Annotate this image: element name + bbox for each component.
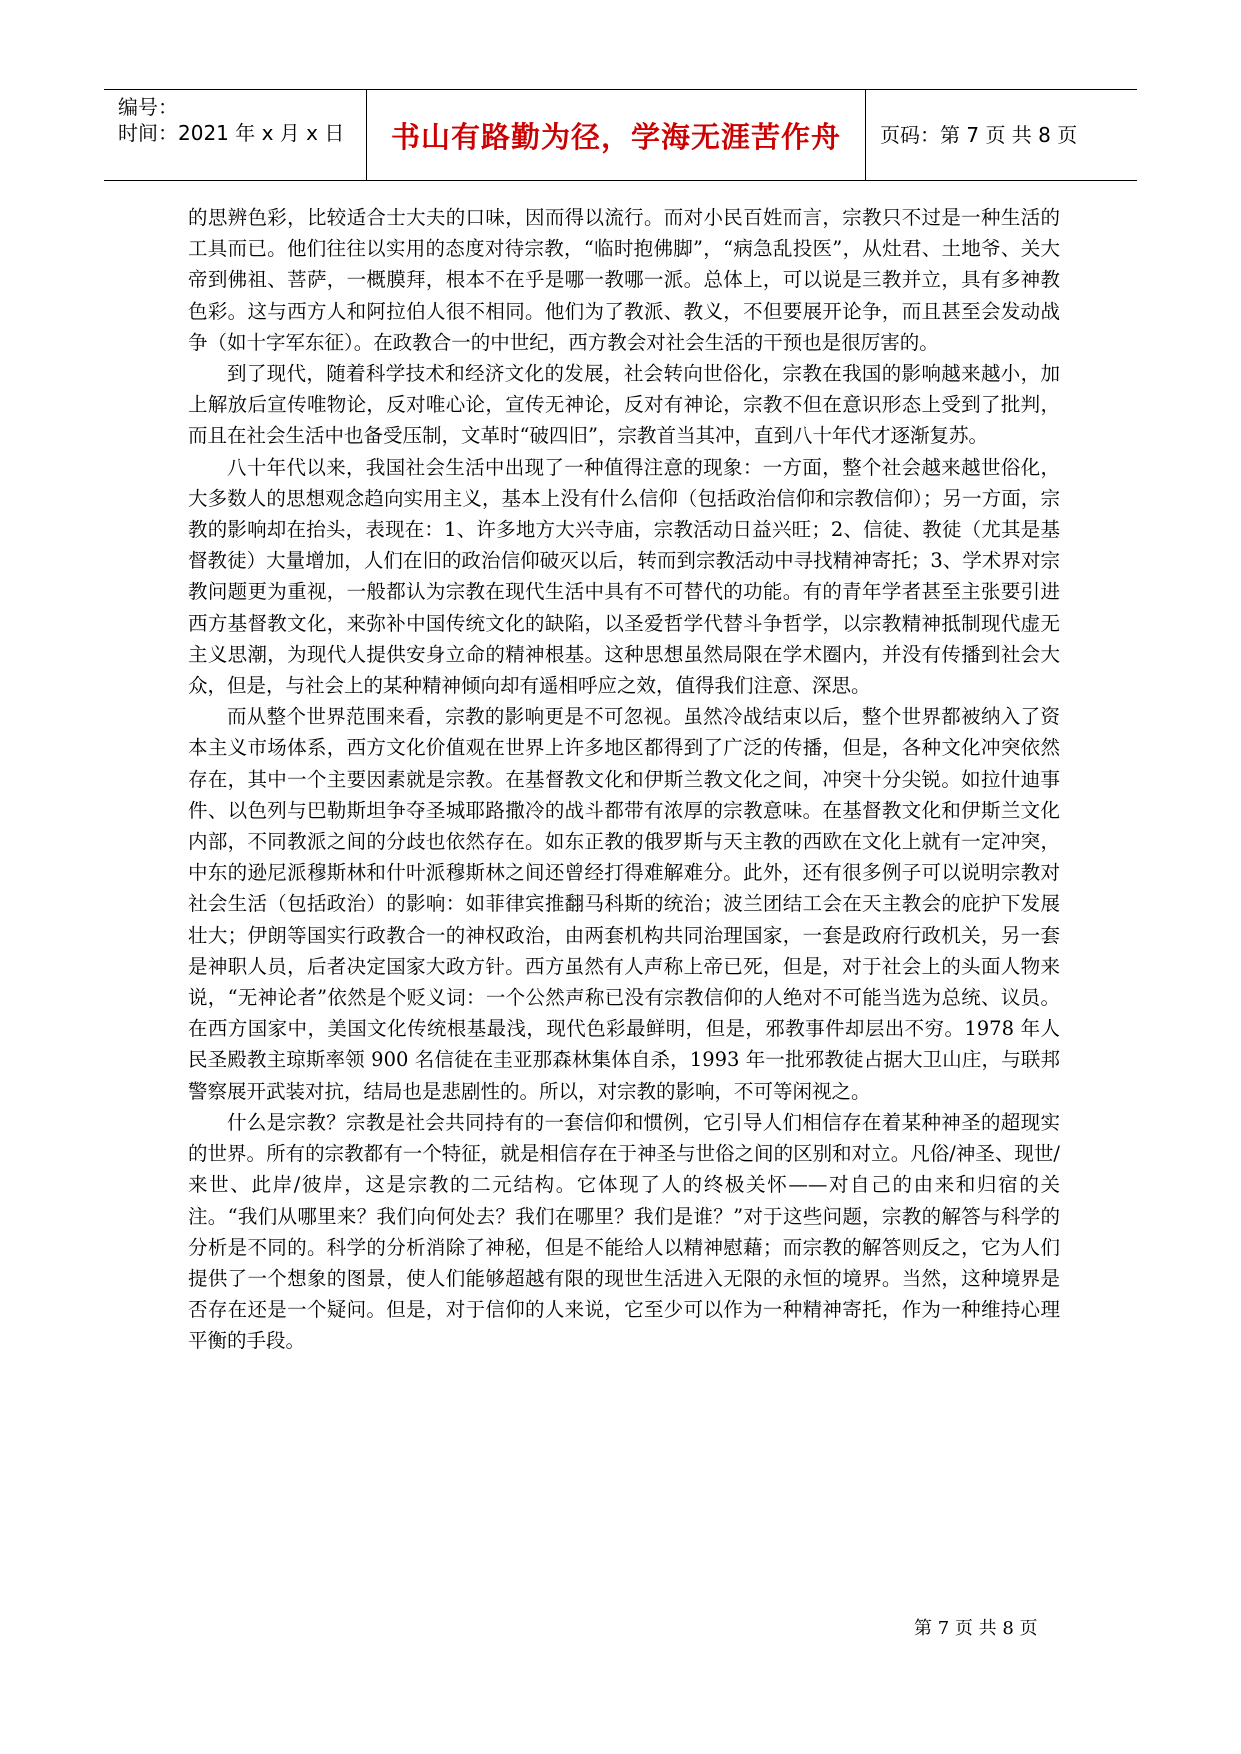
- body-paragraph: 到了现代，随着科学技术和经济文化的发展，社会转向世俗化，宗教在我国的影响越来越小，加上解放后宣传唯物论，反对唯心论，宣传无神论，反对有神论，宗教不但在意识形态上受到了批判，而且在社会生活中也备受压制，文革时“破四旧”，宗教首当其冲，直到八十年代才逐渐复苏。: [188, 362, 1060, 448]
- document-time-label: 时间：2021 年 x 月 x 日: [118, 121, 345, 145]
- body-paragraph: 什么是宗教？宗教是社会共同持有的一套信仰和惯例，它引导人们相信存在着某种神圣的超现实的世界。所有的宗教都有一个特征，就是相信存在于神圣与世俗之间的区别和对立。凡俗/神圣、现世/来世、此岸/彼岸，这是宗教的二元结构。它体现了人的终极关怀——对自己的由来和归宿的关注。“我们从哪里来？我们向何处去？我们在哪里？我们是谁？”对于这些问题，宗教的解答与科学的分析是不同的。科学的分析消除了神秘，但是不能给人以精神慰藉；而宗教的解答则反之，它为人们提供了一个想象的图景，使人们能够超越有限的现世生活进入无限的永恒的境界。当然，这种境界是否存在还是一个疑问。但是，对于信仰的人来说，它至少可以作为一种精神寄托，作为一种维持心理平衡的手段。: [188, 1110, 1060, 1353]
- page-footer: 第 7 页 共 8 页: [914, 1618, 1038, 1639]
- header-meta-cell: [104, 90, 367, 180]
- document-number-label: 编号：: [118, 95, 178, 119]
- body-paragraph: 而从整个世界范围来看，宗教的影响更是不可忽视。虽然冷战结束以后，整个世界都被纳入了资本主义市场体系，西方文化价值观在世界上许多地区都得到了广泛的传播，但是，各种文化冲突依然存在，其中一个主要因素就是宗教。在基督教文化和伊斯兰教文化之间，冲突十分尖锐。如拉什迪事件、以色列与巴勒斯坦争夺圣城耶路撒冷的战斗都带有浓厚的宗教意味。在基督教文化和伊斯兰文化内部，不同教派之间的分歧也依然存在。如东正教的俄罗斯与天主教的西欧在文化上就有一定冲突，中东的逊尼派穆斯林和什叶派穆斯林之间还曾经打得难解难分。此外，还有很多例子可以说明宗教对社会生活（包括政治）的影响：如菲律宾推翻马科斯的统治；波兰团结工会在天主教会的庇护下发展壮大；伊朗等国实行政教合一的神权政治，由两套机构共同治理国家，一套是政府行政机关，另一套是神职人员，后者决定国家大政方针。西方虽然有人声称上帝已死，但是，对于社会上的头面人物来说，“无神论者”依然是个贬义词：一个公然声称已没有宗教信仰的人绝对不可能当选为总统、议员。在西方国家中，美国文化传统根基最浅，现代色彩最鲜明，但是，邪教事件却层出不穷。1978 年人民圣殿教主琼斯率领 900 名信徒在圭亚那森林集体自杀，1993 年一批邪教徒占据大卫山庄，与联邦警察展开武装对抗，结局也是悲剧性的。所以，对宗教的影响，不可等闲视之。: [188, 705, 1060, 1103]
- header-page-cell: [866, 90, 1137, 180]
- header-page-number: 页码：第 7 页 共 8 页: [880, 123, 1078, 147]
- body-paragraph: 八十年代以来，我国社会生活中出现了一种值得注意的现象：一方面，整个社会越来越世俗化，大多数人的思想观念趋向实用主义，基本上没有什么信仰（包括政治信仰和宗教信仰）；另一方面，宗教的影响却在抬头，表现在：1、许多地方大兴寺庙，宗教活动日益兴旺；2、信徒、教徒（尤其是基督教徒）大量增加，人们在旧的政治信仰破灭以后，转而到宗教活动中寻找精神寄托；3、学术界对宗教问题更为重视，一般都认为宗教在现代生活中具有不可替代的功能。有的青年学者甚至主张要引进西方基督教文化，来弥补中国传统文化的缺陷，以圣爱哲学代替斗争哲学，以宗教精神抵制现代虚无主义思潮，为现代人提供安身立命的精神根基。这种思想虽然局限在学术圈内，并没有传播到社会大众，但是，与社会上的某种精神倾向却有遥相呼应之效，值得我们注意、深思。: [188, 455, 1060, 698]
- page-header: [104, 89, 1137, 181]
- header-slogan: 书山有路勤为径，学海无涯苦作舟: [390, 119, 841, 154]
- document-body: [188, 202, 1060, 1357]
- body-paragraph: 的思辨色彩，比较适合士大夫的口味，因而得以流行。而对小民百姓而言，宗教只不过是一种生活的工具而已。他们往往以实用的态度对待宗教，“临时抱佛脚”，“病急乱投医”，从灶君、土地爷、关大帝到佛祖、菩萨，一概膜拜，根本不在乎是哪一教哪一派。总体上，可以说是三教并立，具有多神教色彩。这与西方人和阿拉伯人很不相同。他们为了教派、教义，不但要展开论争，而且甚至会发动战争（如十字军东征）。在政教合一的中世纪，西方教会对社会生活的干预也是很厉害的。: [188, 206, 1060, 354]
- header-slogan-cell: [367, 90, 866, 180]
